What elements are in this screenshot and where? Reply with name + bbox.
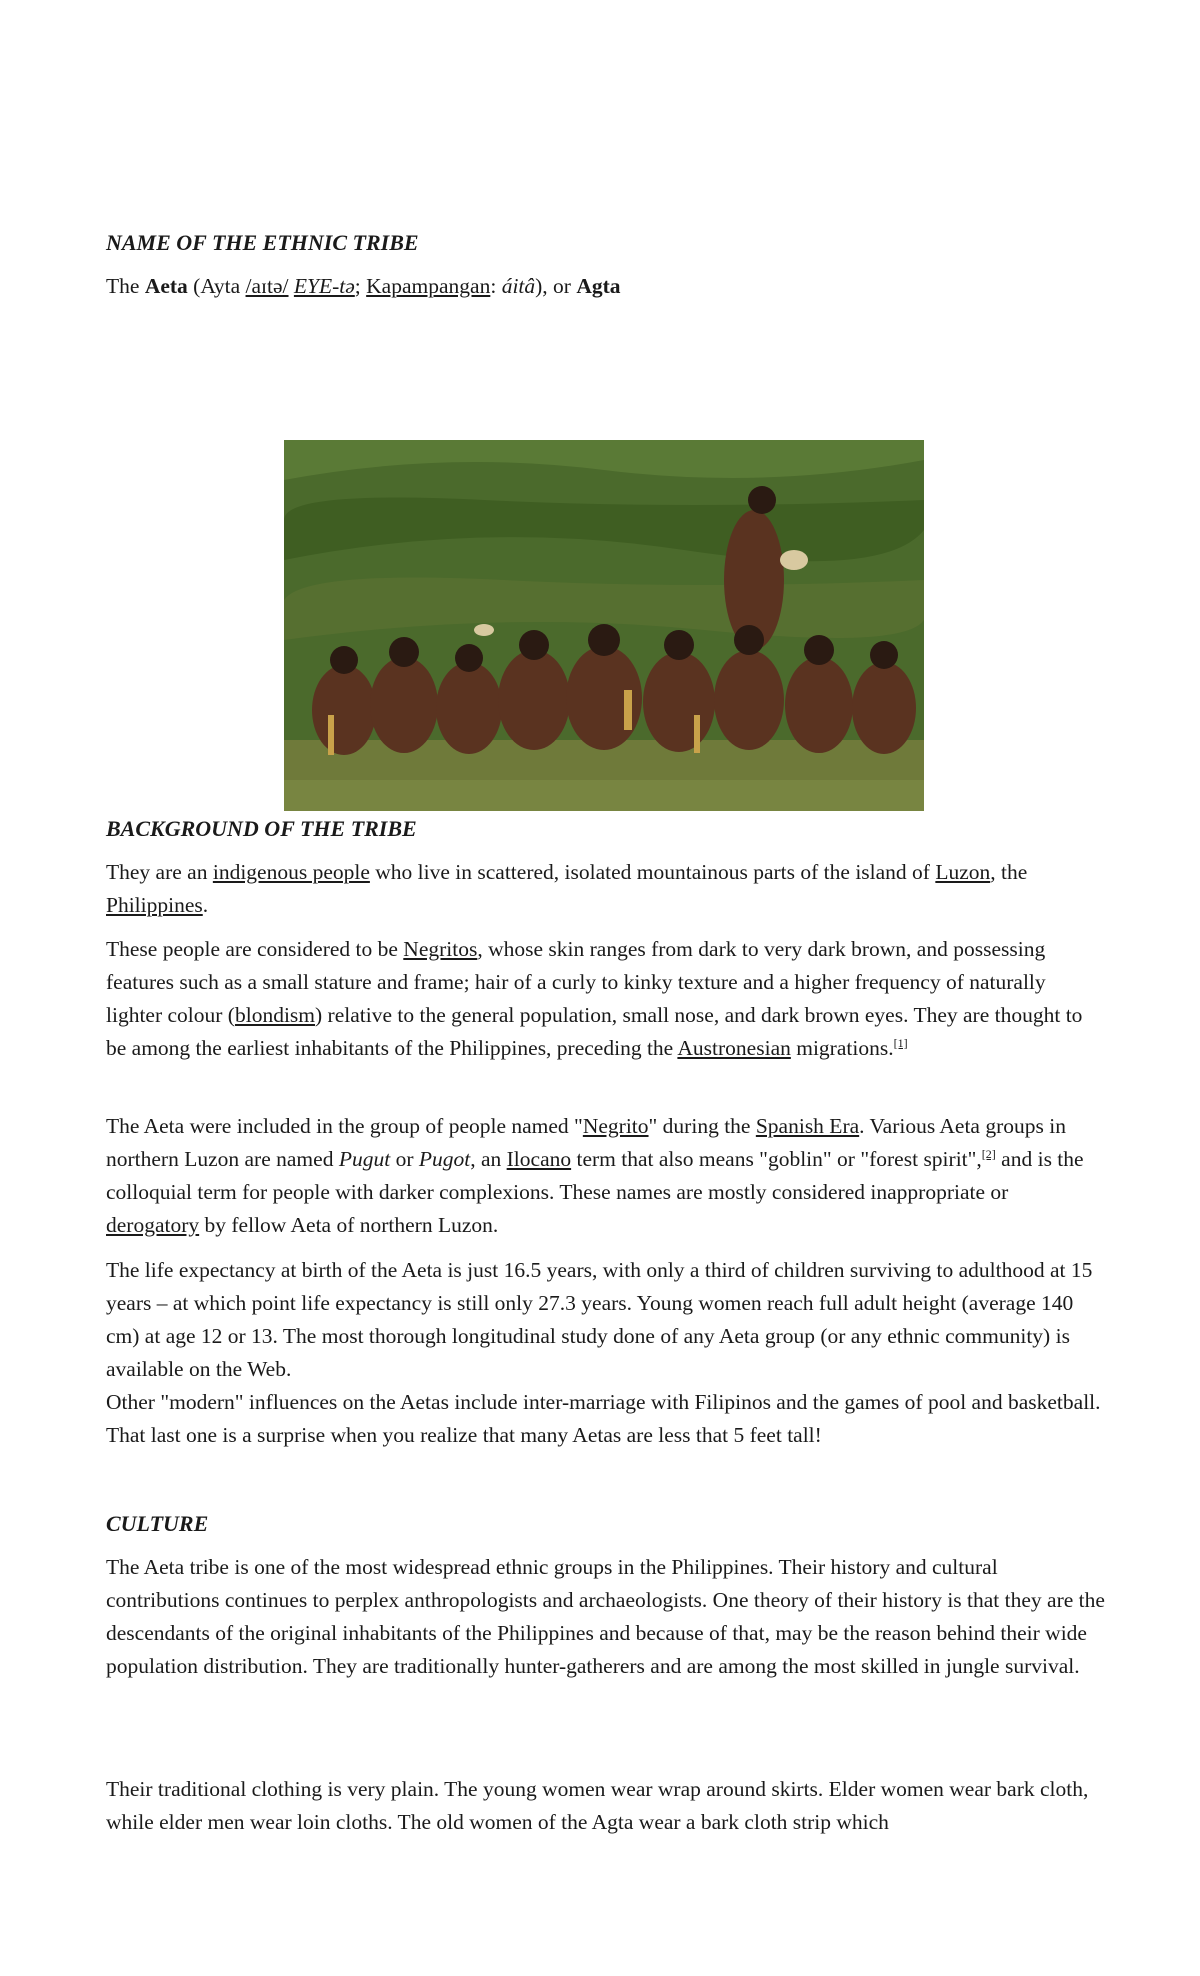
derogatory-link[interactable]: derogatory <box>106 1213 200 1237</box>
ipa-link[interactable]: /aɪtə/ <box>245 274 289 298</box>
ilocano-link[interactable]: Ilocano <box>506 1147 572 1171</box>
background-paragraph-4: The life expectancy at birth of the Aeta is just 16.5 years, with only a third of children surviving to adulthood at 15 years – at which point life expectancy is still only 27.3 years. Young women reach full adult height (average 140 cm) at age 12 or 13. The most thorough longitudinal study done of any Aeta group (or any ethnic community) is available on the Web. <box>106 1258 1093 1381</box>
blondism-link[interactable]: blondism <box>234 1003 316 1027</box>
reference-2-link[interactable]: [2] <box>981 1146 996 1161</box>
tribe-group-photo <box>284 440 924 811</box>
heading-name-of-tribe: NAME OF THE ETHNIC TRIBE <box>106 230 419 255</box>
culture-paragraph-1: The Aeta tribe is one of the most widespread ethnic groups in the Philippines. Their history and cultural contributions continues to perplex anthropologists and archaeologists. One theory of their history is that they are the descendants of the original inhabitants of the Philippines and because of that, may be the reason behind their wide population distribution. They are traditionally hunter-gatherers and are among the most skilled in jungle survival. <box>106 1555 1105 1678</box>
philippines-link[interactable]: Philippines <box>106 893 203 917</box>
luzon-link[interactable]: Luzon <box>935 860 991 884</box>
negritos-link[interactable]: Negritos <box>403 937 478 961</box>
reference-1-link[interactable]: [1] <box>893 1035 908 1050</box>
indigenous-people-link[interactable]: indigenous people <box>212 860 370 884</box>
aeta-bold: Aeta <box>144 274 188 298</box>
heading-culture: CULTURE <box>106 1511 209 1536</box>
culture-paragraph-2: Their traditional clothing is very plain. The young women wear wrap around skirts. Elder women wear bark cloth, while elder men wear loin cloths. The old women of the Agta wear a bark cloth strip which <box>106 1777 1089 1834</box>
negrito-link[interactable]: Negrito <box>582 1114 649 1138</box>
respelling-link[interactable]: EYE-tə <box>293 274 355 298</box>
spanish-era-link[interactable]: Spanish Era <box>755 1114 860 1138</box>
background-paragraph-1: They are an indigenous people who live in scattered, isolated mountainous parts of the island of Luzon, the Philippines. <box>106 860 1028 917</box>
agta-bold: Agta <box>576 274 621 298</box>
background-paragraph-5: Other "modern" influences on the Aetas include inter-marriage with Filipinos and the games of pool and basketball. That last one is a surprise when you realize that many Aetas are less that 5 feet tall! <box>106 1390 1101 1447</box>
kapampangan-link[interactable]: Kapampangan <box>366 274 491 298</box>
background-paragraph-2: These people are considered to be Negritos, whose skin ranges from dark to very dark brown, and possessing features such as a small stature and frame; hair of a curly to kinky texture and a higher frequency of naturally lighter colour (blondism) relative to the general population, small nose, and dark brown eyes. They are thought to be among the earliest inhabitants of the Philippines, preceding the Austronesian migrations.[1] <box>106 937 1083 1060</box>
heading-background: BACKGROUND OF THE TRIBE <box>106 816 417 841</box>
austronesian-link[interactable]: Austronesian <box>677 1036 791 1060</box>
tribe-photo-illustration <box>284 440 924 811</box>
tribe-name-line: The Aeta (Ayta /aɪtə/ EYE-tə; Kapampangan: áitâ), or Agta <box>106 274 621 298</box>
background-paragraph-3: The Aeta were included in the group of people named "Negrito" during the Spanish Era. Various Aeta groups in northern Luzon are named Pugut or Pugot, an Ilocano term that also means "goblin" or "forest spirit",[2] and is the colloquial term for people with darker complexions. These names are mostly considered inappropriate or derogatory by fellow Aeta of northern Luzon. <box>106 1114 1084 1237</box>
